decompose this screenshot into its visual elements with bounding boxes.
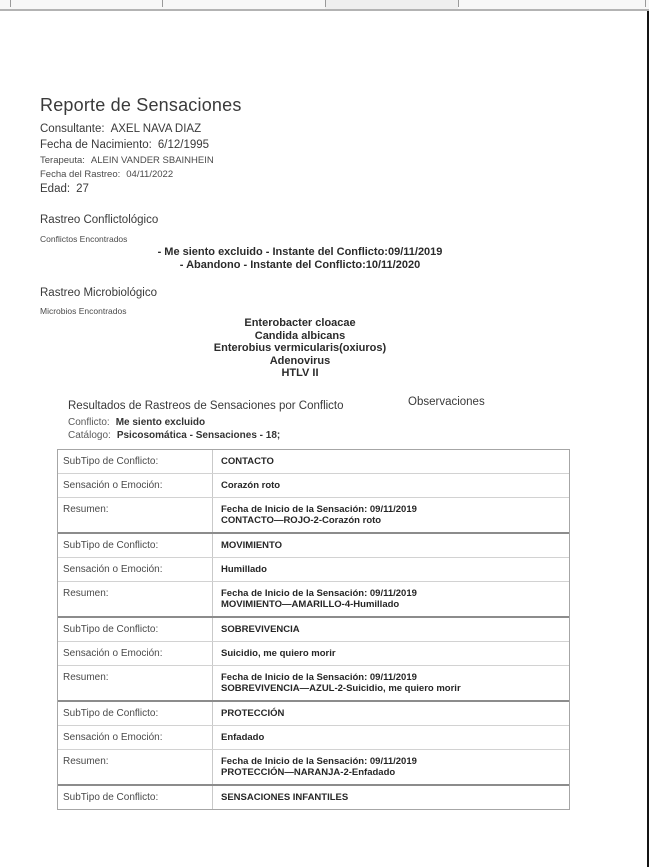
- resumen-line2: SOBREVIVENCIA—AZUL-2-Suicidio, me quiero morir: [221, 683, 461, 695]
- consultante-field: [40, 123, 647, 136]
- subtipo-value: MOVIMIENTO: [221, 539, 283, 551]
- row-label: Sensación o Emoción:: [58, 558, 213, 581]
- table-row-subtipo: [58, 450, 569, 473]
- table-row-subtipo: [58, 534, 569, 557]
- table-row-sensacion: [58, 557, 569, 581]
- resumen-line1: Fecha de Inicio de la Sensación: 09/11/2019: [221, 671, 417, 683]
- subtipo-value: SENSACIONES INFANTILES: [221, 791, 349, 803]
- table-row-sensacion: [58, 473, 569, 497]
- conflict-list: [0, 246, 600, 272]
- terapeuta-label: Terapeuta:: [40, 155, 85, 166]
- row-label: SubTipo de Conflicto:: [58, 618, 213, 641]
- row-label: SubTipo de Conflicto:: [58, 450, 213, 473]
- resumen-value: [213, 750, 569, 784]
- page-title: Reporte de Sensaciones: [40, 95, 242, 115]
- conflicto-label: Conflicto:: [68, 416, 110, 428]
- catalogo-line: [68, 430, 647, 442]
- row-label: Sensación o Emoción:: [58, 642, 213, 665]
- row-label: Sensación o Emoción:: [58, 474, 213, 497]
- microbe-item: Enterobius vermicularis(oxiuros): [213, 342, 387, 355]
- rastreo-field: [40, 169, 647, 180]
- microbe-item: Adenovirus: [269, 354, 331, 367]
- subtipo-value: PROTECCIÓN: [221, 707, 285, 719]
- tab-divider: [162, 0, 163, 7]
- row-label: SubTipo de Conflicto:: [58, 786, 213, 809]
- resumen-line2: PROTECCIÓN—NARANJA-2-Enfadado: [221, 767, 396, 779]
- row-label: Resumen:: [58, 750, 213, 784]
- conflict-group: [58, 700, 569, 784]
- edad-value: 27: [76, 183, 89, 195]
- table-row-subtipo: [58, 786, 569, 809]
- table-row-subtipo: [58, 702, 569, 725]
- resumen-line1: Fecha de Inicio de la Sensación: 09/11/2019: [221, 755, 417, 767]
- resumen-value: [213, 498, 569, 532]
- tab-segment: [325, 0, 458, 9]
- report-page: [0, 11, 649, 867]
- microbe-item: HTLV II: [281, 367, 319, 380]
- tab-divider: [10, 0, 11, 7]
- nacimiento-label: Fecha de Nacimiento:: [40, 139, 152, 151]
- terapeuta-value: ALEIN VANDER SBAINHEIN: [90, 155, 214, 166]
- conflict-group: [58, 784, 569, 809]
- catalogo-label: Catálogo:: [68, 429, 111, 441]
- rastreo-value: 04/11/2022: [126, 169, 174, 180]
- conflicto-line: [68, 417, 647, 429]
- sensaciones-table: [57, 449, 570, 810]
- row-label: Resumen:: [58, 582, 213, 616]
- conflictologico-heading: Rastreo Conflictológico: [40, 214, 159, 226]
- tab-divider: [325, 0, 326, 7]
- conflict-group: [58, 616, 569, 700]
- results-heading: Resultados de Rastreos de Sensaciones por Conflicto: [68, 399, 344, 412]
- rastreo-label: Fecha del Rastreo:: [40, 169, 121, 180]
- row-label: SubTipo de Conflicto:: [58, 534, 213, 557]
- resumen-value: [213, 582, 569, 616]
- table-row-resumen: [58, 749, 569, 784]
- table-row-resumen: [58, 581, 569, 616]
- subtipo-value: CONTACTO: [221, 455, 274, 467]
- sensacion-value: Enfadado: [221, 731, 265, 743]
- results-header: [68, 395, 647, 412]
- conflicto-value: Me siento excluido: [115, 416, 206, 428]
- resumen-line1: Fecha de Inicio de la Sensación: 09/11/2019: [221, 503, 417, 515]
- microbe-list: [0, 317, 600, 380]
- microbe-item: Candida albicans: [254, 329, 346, 342]
- table-row-resumen: [58, 665, 569, 700]
- tab-bar-sliver: [0, 0, 649, 11]
- resumen-line1: Fecha de Inicio de la Sensación: 09/11/2019: [221, 587, 417, 599]
- table-row-sensacion: [58, 641, 569, 665]
- terapeuta-field: [40, 155, 647, 166]
- nacimiento-field: [40, 139, 647, 152]
- sensacion-value: Humillado: [221, 563, 267, 575]
- conflict-item: - Me siento excluido - Instante del Conflicto:09/11/2019: [157, 246, 443, 258]
- tab-divider: [645, 0, 646, 7]
- row-label: Resumen:: [58, 666, 213, 700]
- resumen-line2: MOVIMIENTO—AMARILLO-4-Humillado: [221, 599, 400, 611]
- microbiologico-heading: Rastreo Microbiológico: [40, 287, 157, 299]
- table-row-sensacion: [58, 725, 569, 749]
- row-label: Resumen:: [58, 498, 213, 532]
- conflictos-encontrados-label: Conflictos Encontrados: [40, 234, 128, 244]
- observaciones-heading: Observaciones: [408, 395, 485, 408]
- microbios-encontrados-label: Microbios Encontrados: [40, 306, 127, 316]
- tab-divider: [458, 0, 459, 7]
- table-row-resumen: [58, 497, 569, 532]
- row-label: SubTipo de Conflicto:: [58, 702, 213, 725]
- edad-label: Edad:: [40, 183, 71, 195]
- table-row-subtipo: [58, 618, 569, 641]
- consultante-value: AXEL NAVA DIAZ: [110, 123, 202, 135]
- microbe-item: Enterobacter cloacae: [244, 317, 356, 329]
- subtipo-value: SOBREVIVENCIA: [221, 623, 300, 635]
- sensacion-value: Suicidio, me quiero morir: [221, 647, 336, 659]
- consultante-label: Consultante:: [40, 123, 105, 135]
- edad-field: [40, 183, 647, 196]
- conflict-item: - Abandono - Instante del Conflicto:10/11/2020: [179, 259, 421, 271]
- resumen-value: [213, 666, 569, 700]
- catalogo-value: Psicosomática - Sensaciones - 18;: [116, 429, 281, 441]
- row-label: Sensación o Emoción:: [58, 726, 213, 749]
- nacimiento-value: 6/12/1995: [157, 139, 210, 151]
- resumen-line2: CONTACTO—ROJO-2-Corazón roto: [221, 515, 382, 527]
- conflict-group: [58, 450, 569, 532]
- sensacion-value: Corazón roto: [221, 479, 281, 491]
- conflict-group: [58, 532, 569, 616]
